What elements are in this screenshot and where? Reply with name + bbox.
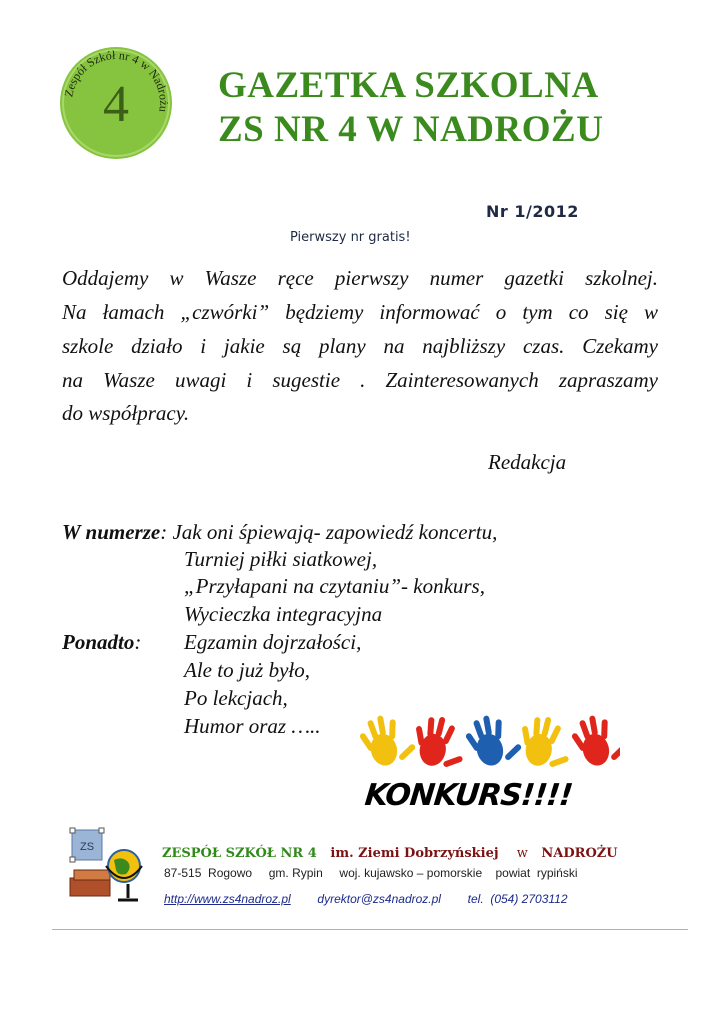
painted-hands-decoration [355, 700, 620, 772]
toc-item: Wycieczka integracyjna [184, 602, 383, 626]
intro-line: Na łamach „czwórki” będziemy informować o tym co się w [62, 300, 658, 324]
in-issue-row [62, 520, 497, 545]
also-label: Ponadto [62, 630, 135, 654]
toc-item: „Przyłapani na czytaniu”- konkurs, [184, 574, 485, 598]
editorial-signature: Redakcja [488, 450, 567, 474]
intro-line: Oddajemy w Wasze ręce pierwszy numer gazetki szkolnej. [62, 266, 658, 290]
label-colon: : [160, 520, 168, 544]
issue-number: Nr 1/2012 [486, 202, 579, 221]
school-name [162, 846, 618, 861]
newsletter-title-line2: ZS NR 4 W NADROŻU [218, 109, 604, 150]
svg-text:ZS: ZS [79, 841, 95, 853]
logo-ring-text: Zespół Szkół nr 4 w Nadrożu [61, 47, 172, 113]
school-name-part: ZESPÓŁ SZKÓŁ NR 4 [162, 846, 317, 861]
school-emblem-icon [66, 826, 158, 908]
also-label-row [62, 630, 141, 655]
painted-hand [461, 709, 525, 771]
painted-hand [355, 709, 419, 771]
phone-number: tel. (054) 2703112 [467, 892, 568, 906]
painted-hand [567, 709, 620, 771]
free-issue-note: Pierwszy nr gratis! [290, 230, 411, 245]
intro-line: do współpracy. [62, 401, 190, 425]
school-location: NADROŻU [541, 846, 618, 861]
email-address[interactable]: dyrektor@zs4nadroz.pl [317, 892, 441, 906]
school-logo [58, 45, 174, 161]
toc-item: Humor oraz ….. [184, 714, 321, 738]
toc-item: Egzamin dojrzałości, [184, 630, 362, 654]
toc-item: Jak oni śpiewają- zapowiedź koncertu, [172, 520, 498, 544]
school-patron: im. Ziemi Dobrzyńskiej [330, 846, 499, 861]
school-name-w: w [516, 846, 528, 861]
logo-numeral: 4 [103, 76, 129, 133]
intro-line: na Wasze uwagi i sugestie . Zainteresowanych zapraszamy [62, 368, 658, 392]
newsletter-title-line1: GAZETKA SZKOLNA [218, 65, 599, 106]
contact-line [164, 892, 568, 906]
website-link[interactable]: http://www.zs4nadroz.pl [164, 892, 291, 906]
school-address: 87-515 Rogowo gm. Rypin woj. kujawsko – pomorskie powiat rypiński [164, 866, 578, 880]
toc-item: Turniej piłki siatkowej, [184, 547, 378, 571]
painted-hand [515, 713, 576, 772]
contest-banner: KONKURS!!!! [363, 778, 574, 813]
in-issue-label: W numerze [62, 520, 161, 544]
painted-hand [409, 713, 470, 772]
intro-line: szkole działo i jakie są plany na najbliższy czas. Czekamy [62, 334, 658, 358]
toc-item: Ale to już było, [184, 658, 310, 682]
toc-item: Po lekcjach, [184, 686, 288, 710]
label-colon: : [134, 630, 142, 654]
footer-divider [52, 929, 688, 930]
